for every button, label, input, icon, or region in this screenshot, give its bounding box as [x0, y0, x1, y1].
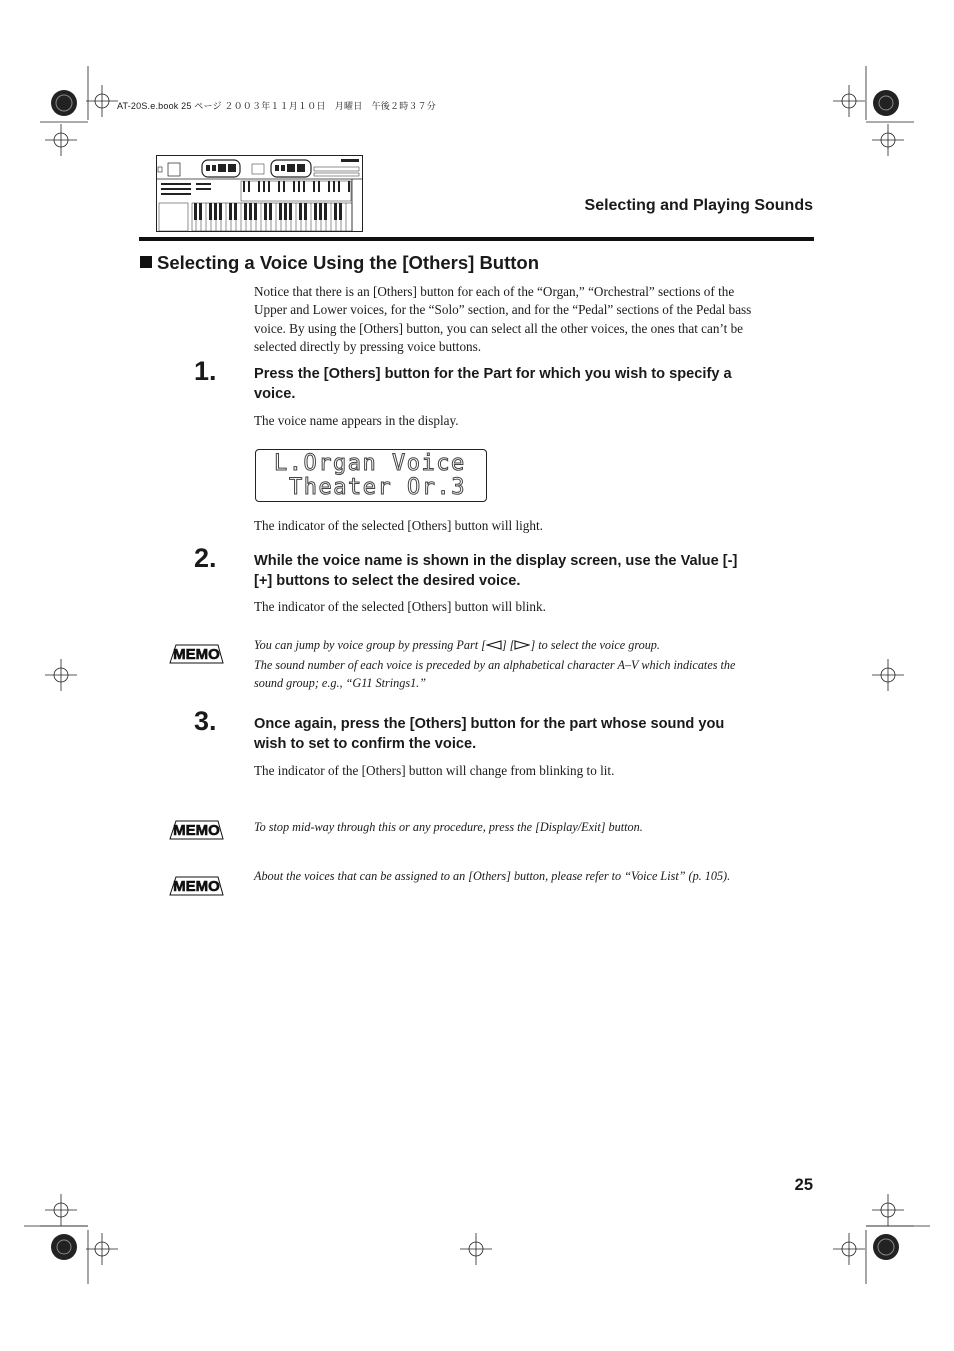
step-3-instruction: Once again, press the [Others] button for the part whose sound you wish to set to confirm the voice. — [254, 716, 725, 752]
step-2-instruction: While the voice name is shown in the display screen, use the Value [-] [+] buttons to select the desired voice. — [254, 553, 738, 589]
step-3-number: 3. — [194, 706, 217, 736]
memo-2-text: To stop mid-way through this or any procedure, press the [Display/Exit] button. — [254, 820, 643, 834]
memo-label: MEMO — [173, 822, 220, 839]
running-header: Selecting and Playing Sounds — [584, 197, 813, 214]
organ-panel-illustration — [156, 155, 364, 233]
memo-icon — [168, 873, 225, 897]
step-1-note: The voice name appears in the display. — [254, 413, 459, 428]
section-heading — [140, 252, 539, 274]
memo-1-line1-start: You can jump by voice group by pressing Part [ — [254, 638, 486, 652]
heading-square-bullet — [140, 256, 152, 268]
step-3-note: The indicator of the [Others] button will change from blinking to lit. — [254, 763, 615, 778]
step-1-number: 1. — [194, 356, 217, 386]
step-2-note: The indicator of the selected [Others] button will blink. — [254, 599, 546, 614]
triangle-right-icon — [514, 637, 530, 656]
step-1-instruction: Press the [Others] button for the Part for which you wish to specify a voice. — [254, 366, 732, 402]
intro-paragraph: Notice that there is an [Others] button for each of the “Organ,” “Orchestral” sections of the Upper and Lower voices, for the “Solo” section, and for the “Pedal” sections of the Pedal bass voice. By using the [Others] button, you can select all the other voices, the ones that can’t be selected directly by pressing voice buttons. — [254, 284, 752, 355]
triangle-left-icon — [486, 637, 502, 656]
step-2-number: 2. — [194, 543, 217, 573]
memo-label: MEMO — [173, 878, 220, 895]
lcd-line-1: L.Organ Voice — [274, 451, 466, 476]
memo-1-line1-mid: ] [ — [501, 638, 515, 652]
file-info-line: AT-20S.e.book 25 ページ ２００３年１１月１０日 月曜日 午後２時３７分 — [117, 101, 437, 111]
lcd-display — [255, 449, 487, 502]
section-heading-text: Selecting a Voice Using the [Others] Button — [157, 252, 540, 273]
lcd-line-2: Theater Or.3 — [289, 475, 466, 500]
memo-1-line2: The sound number of each voice is preceded by an alphabetical character A–V which indicates the sound group; e.g., “G11 Strings1.” — [254, 657, 736, 690]
memo-icon — [168, 641, 225, 665]
memo-label: MEMO — [173, 646, 220, 663]
memo-1-text — [254, 636, 759, 693]
memo-3-text: About the voices that can be assigned to an [Others] button, please refer to “Voice List” (p. 105). — [254, 869, 731, 883]
memo-icon — [168, 817, 225, 841]
step-1-indicator-note: The indicator of the selected [Others] button will light. — [254, 518, 543, 533]
header-rule — [139, 237, 814, 241]
page-number: 25 — [794, 1176, 813, 1194]
memo-1-line1-end: ] to select the voice group. — [530, 638, 660, 652]
